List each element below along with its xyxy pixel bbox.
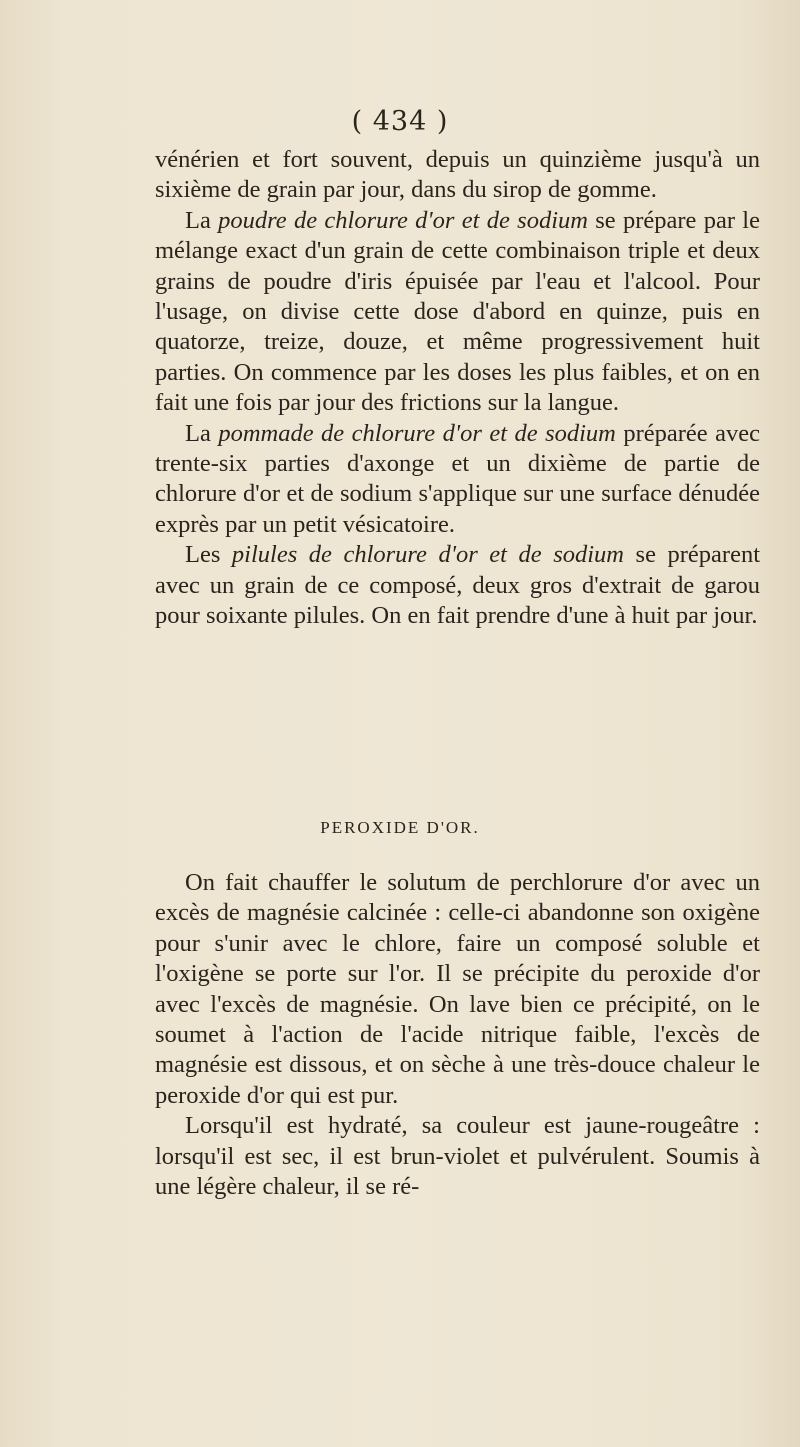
term-poudre: poudre de chlorure d'or et de sodium <box>218 206 588 234</box>
term-pilules: pilules de chlorure d'or et de sodium <box>231 541 624 569</box>
paragraph-poudre-intro: La <box>185 206 219 234</box>
paragraph-preparation: On fait chauffer le solutum de perchlorure d'or avec un excès de magnésie calcinée : celle-ci abandonne son oxigène pour s'unir avec le chlore, faire un composé soluble et l'oxigène se porte sur l'or. Il se précipite du peroxide d'or avec l'excès de magnésie. On lave bien ce précipité, on le soumet à l'action de l'acide nitrique faible, l'excès de magnésie est dissous, et on sèche à une très-douce chaleur le peroxide d'or qui est pur. <box>155 869 760 1109</box>
paragraph-pilules-body: se préparent avec un grain de ce composé, deux gros d'extrait de garou pour soixante pilules. On en fait prendre d'une à huit par jour. <box>155 541 760 630</box>
term-pommade: pommade de chlorure d'or et de sodium <box>218 419 616 447</box>
paragraph-poudre-body: se prépare par le mélange exact d'un grain de cette combinaison triple et deux grains de poudre d'iris épuisée par l'eau et l'alcool. Pour l'usage, on divise cette dose d'abord en quinze, puis en quatorze, treize, douze, et même progressivement huit parties. On commence par les doses les plus faibles, et on en fait une fois par jour des frictions sur la langue. <box>155 206 760 417</box>
paragraph-properties: Lorsqu'il est hydraté, sa couleur est jaune-rougeâtre : lorsqu'il est sec, il est brun-violet et pulvérulent. Soumis à une légère chaleur, il se ré- <box>155 1112 760 1201</box>
page-number: ( 434 ) <box>351 106 449 137</box>
section-heading: PEROXIDE D'OR. <box>320 818 480 837</box>
paragraph-pommade-intro: La <box>185 419 219 447</box>
paragraph-pilules <box>155 540 760 631</box>
paragraph-pommade-body: préparée avec trente-six parties d'axonge et un dixième de partie de chlorure d'or et de sodium s'applique sur une surface dénudée exprès par un petit vésicatoire. <box>155 419 761 538</box>
paragraph-pilules-intro: Les <box>185 541 232 569</box>
text-block-bottom <box>155 868 760 1202</box>
paragraph-pommade <box>155 419 760 541</box>
paragraph-continuation: vénérien et fort souvent, depuis un quinzième jusqu'à un sixième de grain par jour, dans du sirop de gomme. <box>155 146 760 204</box>
text-block-top <box>155 145 760 632</box>
paragraph-poudre <box>155 206 760 419</box>
